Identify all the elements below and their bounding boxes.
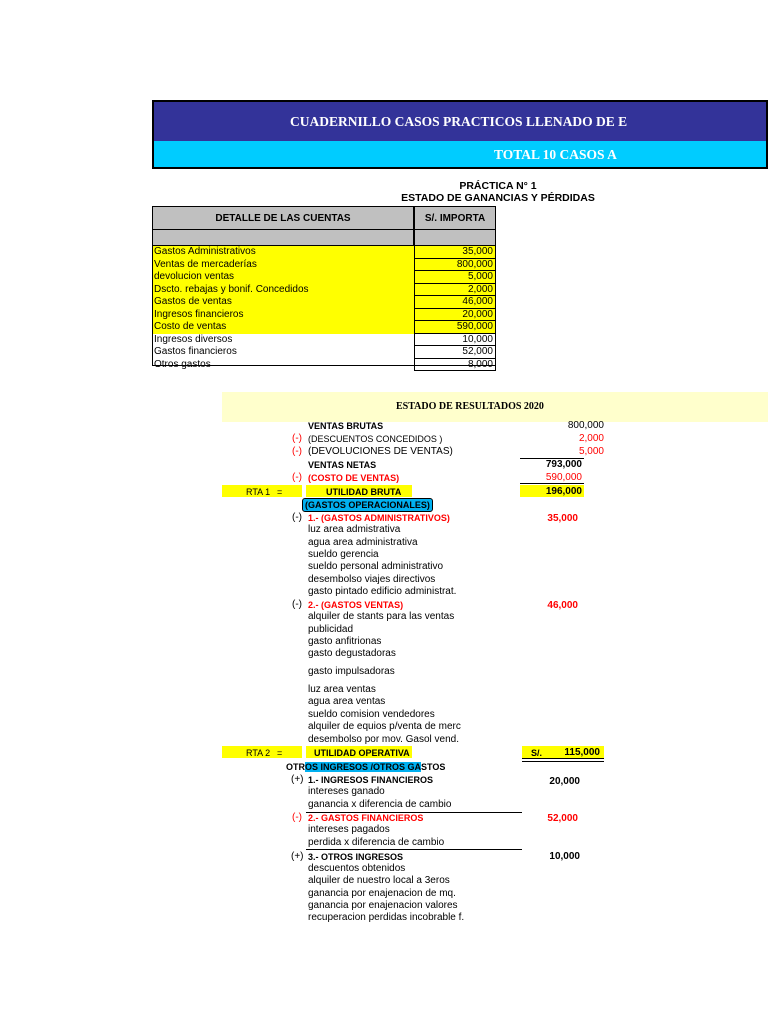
costo-amount: 590,000 bbox=[545, 472, 582, 483]
row-label: Ingresos diversos bbox=[154, 333, 233, 345]
list-item: luz area ventas bbox=[308, 684, 376, 695]
results-title: ESTADO DE RESULTADOS 2020 bbox=[396, 401, 544, 412]
row-label: Otros gastos bbox=[154, 358, 211, 370]
descuentos-amount: 2,000 bbox=[578, 433, 604, 444]
table-row bbox=[152, 296, 496, 309]
gastos-fin-label: 2.- GASTOS FINANCIEROS bbox=[308, 813, 424, 823]
gastos-adm-label: 1.- (GASTOS ADMINISTRATIVOS) bbox=[308, 513, 450, 523]
otros-header bbox=[286, 761, 445, 773]
row-amount: 590,000 bbox=[414, 321, 496, 334]
col-amount-header: S/. IMPORTA bbox=[414, 206, 496, 230]
table-row bbox=[152, 259, 496, 272]
row-label: Ventas de mercaderías bbox=[152, 259, 414, 272]
row-label: Gastos Administrativos bbox=[152, 246, 414, 259]
row-label: Gastos de ventas bbox=[152, 296, 414, 309]
gastos-ventas-amount: 46,000 bbox=[547, 600, 578, 611]
utilidad-operativa-amount: 115,000 bbox=[564, 747, 600, 758]
rta1-eq: = bbox=[277, 487, 283, 497]
row-amount: 800,000 bbox=[414, 259, 496, 272]
list-item: desembolso por mov. Gasol vend. bbox=[308, 734, 460, 745]
list-item: agua area ventas bbox=[308, 696, 386, 707]
row-amount: 52,000 bbox=[414, 346, 496, 359]
list-item: desembolso viajes directivos bbox=[308, 574, 436, 585]
header-subtitle: TOTAL 10 CASOS A bbox=[494, 147, 617, 162]
header-subtitle-bar bbox=[152, 141, 768, 169]
rta2-tag: RTA 2 bbox=[246, 748, 271, 758]
table-row bbox=[152, 271, 496, 284]
table-row bbox=[152, 309, 496, 322]
otros-header-pre: OTR bbox=[286, 762, 305, 772]
table-row bbox=[152, 346, 496, 359]
sign: (-) bbox=[292, 472, 302, 483]
row-label: Ingresos financieros bbox=[152, 309, 414, 322]
descuentos-label: (DESCUENTOS CONCEDIDOS ) bbox=[308, 434, 443, 444]
gastos-fin-amount: 52,000 bbox=[547, 813, 578, 824]
list-item: publicidad bbox=[308, 624, 354, 635]
otros-header-post: STOS bbox=[421, 762, 446, 772]
currency-label: S/. bbox=[531, 748, 543, 758]
row-amount: 10,000 bbox=[414, 334, 496, 347]
list-item: ganancia x diferencia de cambio bbox=[308, 799, 452, 810]
gastos-ventas-label: 2.- (GASTOS VENTAS) bbox=[308, 600, 404, 610]
list-item: perdida x diferencia de cambio bbox=[308, 837, 445, 848]
row-amount: 20,000 bbox=[414, 309, 496, 322]
ingresos-fin-amount: 20,000 bbox=[549, 776, 580, 787]
row-label: Dscto. rebajas y bonif. Concedidos bbox=[152, 284, 414, 297]
section-rule bbox=[306, 849, 522, 850]
list-item: gasto impulsadoras bbox=[308, 666, 395, 677]
rta2-eq: = bbox=[277, 748, 283, 758]
list-item: gasto pintado edificio administrat. bbox=[308, 586, 457, 597]
ventas-brutas-amount: 800,000 bbox=[567, 420, 604, 431]
rta1-tag: RTA 1 bbox=[246, 487, 271, 497]
list-item: sueldo personal administrativo bbox=[308, 561, 444, 572]
list-item: intereses pagados bbox=[308, 824, 390, 835]
row-label: Gastos financieros bbox=[154, 346, 237, 357]
table-row bbox=[152, 321, 496, 334]
table-row bbox=[152, 334, 496, 347]
header-gap bbox=[414, 230, 496, 246]
list-item: gasto anfitrionas bbox=[308, 636, 382, 647]
sign: (-) bbox=[292, 599, 302, 610]
list-item: ganancia por enajenacion valores bbox=[308, 900, 458, 911]
row-amount: 35,000 bbox=[414, 246, 496, 259]
header-title: CUADERNILLO CASOS PRACTICOS LLENADO DE E bbox=[290, 114, 628, 129]
table-row bbox=[152, 359, 496, 372]
list-item: sueldo comision vendedores bbox=[308, 709, 435, 720]
utilidad-bruta-amount: 196,000 bbox=[545, 486, 582, 497]
list-item: intereses ganado bbox=[308, 786, 385, 797]
otros-ingresos-label: 3.- OTROS INGRESOS bbox=[308, 852, 404, 862]
gastos-operacionales-label: (GASTOS OPERACIONALES) bbox=[302, 498, 433, 512]
practice-name: ESTADO DE GANANCIAS Y PÉRDIDAS bbox=[401, 192, 595, 204]
gastos-adm-amount: 35,000 bbox=[547, 513, 578, 524]
sign: (-) bbox=[292, 446, 302, 457]
header-gap bbox=[152, 230, 414, 246]
sign: (-) bbox=[292, 512, 302, 523]
devoluciones-amount: 5,000 bbox=[578, 446, 604, 457]
accounts-table bbox=[152, 206, 496, 370]
row-amount: 5,000 bbox=[414, 271, 496, 284]
devoluciones-label: (DEVOLUCIONES DE VENTAS) bbox=[308, 446, 453, 457]
utilidad-operativa-label: UTILIDAD OPERATIVA bbox=[314, 748, 410, 758]
costo-label: (COSTO DE VENTAS) bbox=[308, 473, 400, 483]
list-item: recuperacion perdidas incobrable f. bbox=[308, 912, 465, 923]
list-item: ganancia por enajenacion de mq. bbox=[308, 888, 456, 899]
col-detail-header: DETALLE DE LAS CUENTAS bbox=[152, 206, 414, 230]
ventas-brutas-label: VENTAS BRUTAS bbox=[308, 421, 384, 431]
list-item: agua area administrativa bbox=[308, 537, 418, 548]
sign: (-) bbox=[292, 433, 302, 444]
list-item: alquiler de equios p/venta de merc bbox=[308, 721, 461, 732]
list-item: alquiler de nuestro local a 3eros bbox=[308, 875, 450, 886]
ventas-netas-label: VENTAS NETAS bbox=[308, 460, 377, 470]
row-amount: 46,000 bbox=[414, 296, 496, 309]
list-item: sueldo gerencia bbox=[308, 549, 379, 560]
sign: (-) bbox=[292, 812, 302, 823]
row-amount: 2,000 bbox=[414, 284, 496, 297]
sign: (+) bbox=[291, 851, 304, 862]
table-row bbox=[152, 284, 496, 297]
header-title-bar bbox=[152, 100, 768, 141]
ventas-netas-amount: 793,000 bbox=[545, 459, 582, 470]
otros-header-highlight: OS INGRESOS /OTROS GA bbox=[305, 762, 422, 772]
list-item: alquiler de stants para las ventas bbox=[308, 611, 455, 622]
utilidad-bruta-label: UTILIDAD BRUTA bbox=[326, 487, 402, 497]
total-double-rule bbox=[522, 758, 604, 762]
row-amount: 8,000 bbox=[414, 359, 496, 372]
list-item: luz area admistrativa bbox=[308, 524, 401, 535]
table-row bbox=[152, 246, 496, 259]
row-label: devolucion ventas bbox=[152, 271, 414, 284]
list-item: gasto degustadoras bbox=[308, 648, 396, 659]
otros-ingresos-amount: 10,000 bbox=[549, 851, 580, 862]
sign: (+) bbox=[291, 774, 304, 785]
row-label: Costo de ventas bbox=[152, 321, 414, 334]
list-item: descuentos obtenidos bbox=[308, 863, 406, 874]
practice-number: PRÁCTICA N° 1 bbox=[459, 180, 537, 192]
ingresos-fin-label: 1.- INGRESOS FINANCIEROS bbox=[308, 775, 434, 785]
